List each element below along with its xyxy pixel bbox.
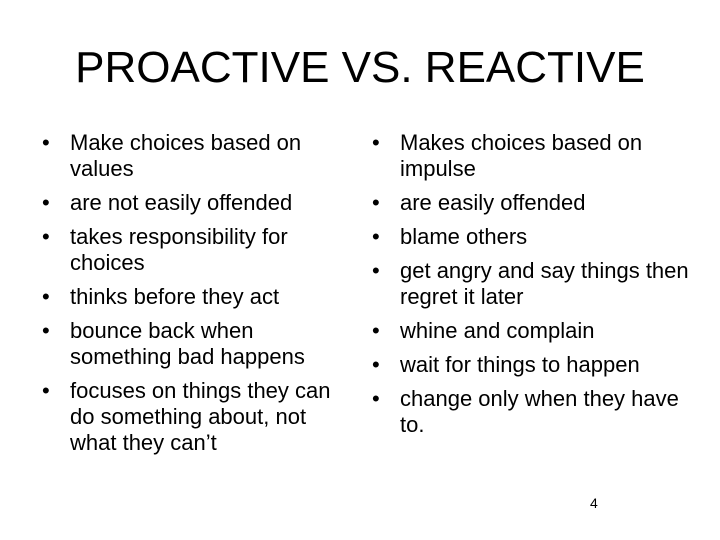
- bullet-icon: •: [42, 224, 50, 249]
- bullet-icon: •: [372, 130, 380, 155]
- list-item: [370, 130, 690, 182]
- list-item: [370, 224, 690, 250]
- list-item: [40, 224, 350, 276]
- bullet-icon: •: [42, 378, 50, 403]
- list-item: [40, 190, 350, 216]
- bullet-icon: •: [372, 258, 380, 283]
- bullet-icon: •: [372, 224, 380, 249]
- page-number: 4: [590, 495, 598, 511]
- bullet-icon: •: [42, 284, 50, 309]
- list-item: [40, 130, 350, 182]
- slide-title: PROACTIVE VS. REACTIVE: [75, 43, 645, 92]
- bullet-icon: •: [42, 190, 50, 215]
- bullet-icon: •: [42, 130, 50, 155]
- bullet-icon: •: [42, 318, 50, 343]
- reactive-list: [370, 130, 690, 446]
- list-item-text: are easily offended: [400, 190, 586, 215]
- list-item-text: thinks before they act: [70, 284, 280, 309]
- list-item: [40, 284, 350, 310]
- list-item: [40, 318, 350, 370]
- list-item-text: wait for things to happen: [400, 352, 640, 377]
- list-item: [370, 258, 690, 310]
- list-item-text: whine and complain: [400, 318, 595, 343]
- list-item: [40, 378, 350, 456]
- list-item-text: change only when they have to.: [400, 386, 679, 437]
- list-item-text: bounce back when something bad happens: [70, 318, 305, 369]
- list-item-text: are not easily offended: [70, 190, 293, 215]
- list-item: [370, 318, 690, 344]
- list-item-text: focuses on things they can do something about, not what they can’t: [70, 378, 331, 455]
- list-item-text: Make choices based on values: [70, 130, 302, 181]
- list-item-text: get angry and say things then regret it later: [400, 258, 689, 309]
- list-item: [370, 352, 690, 378]
- list-item: [370, 386, 690, 438]
- list-item-text: blame others: [400, 224, 528, 249]
- list-item: [370, 190, 690, 216]
- proactive-list: [40, 130, 350, 464]
- bullet-icon: •: [372, 386, 380, 411]
- bullet-icon: •: [372, 352, 380, 377]
- list-item-text: takes responsibility for choices: [70, 224, 288, 275]
- bullet-icon: •: [372, 318, 380, 343]
- bullet-icon: •: [372, 190, 380, 215]
- list-item-text: Makes choices based on impulse: [400, 130, 643, 181]
